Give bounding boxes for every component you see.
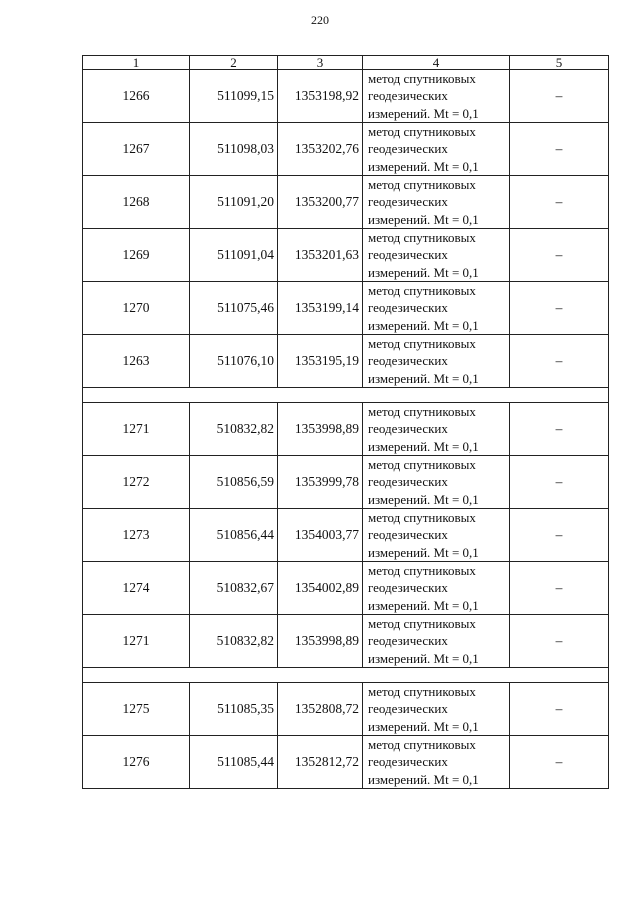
method-cell: [363, 456, 510, 509]
note-cell: –: [510, 736, 609, 789]
y-coordinate-cell: 1353998,89: [278, 615, 363, 668]
method-line: измерений. Mt = 0,1: [368, 211, 479, 227]
method-cell: [363, 282, 510, 335]
note-cell: –: [510, 70, 609, 123]
point-number-cell: 1271: [83, 403, 190, 456]
method-cell: [363, 403, 510, 456]
method-line: измерений. Mt = 0,1: [368, 650, 479, 666]
method-line: измерений. Mt = 0,1: [368, 438, 479, 454]
method-cell: [363, 736, 510, 789]
method-line: метод спутниковых: [368, 457, 476, 473]
point-number-cell: 1270: [83, 282, 190, 335]
table-row: [83, 456, 609, 509]
method-line: метод спутниковых: [368, 230, 476, 246]
method-cell: [363, 335, 510, 388]
point-number-cell: 1266: [83, 70, 190, 123]
method-line: метод спутниковых: [368, 336, 476, 352]
table-row: [83, 123, 609, 176]
note-cell: –: [510, 456, 609, 509]
note-cell: –: [510, 683, 609, 736]
method-line: метод спутниковых: [368, 124, 476, 140]
separator-cell: [83, 388, 609, 403]
point-number-cell: 1272: [83, 456, 190, 509]
method-line: геодезических: [368, 527, 448, 543]
x-coordinate-cell: 511099,15: [190, 70, 278, 123]
note-cell: –: [510, 229, 609, 282]
method-cell: [363, 509, 510, 562]
point-number-cell: 1269: [83, 229, 190, 282]
method-cell: [363, 562, 510, 615]
method-line: геодезических: [368, 580, 448, 596]
y-coordinate-cell: 1353199,14: [278, 282, 363, 335]
x-coordinate-cell: 510832,82: [190, 615, 278, 668]
method-cell: [363, 683, 510, 736]
method-cell: [363, 70, 510, 123]
method-line: метод спутниковых: [368, 684, 476, 700]
method-line: геодезических: [368, 300, 448, 316]
x-coordinate-cell: 511098,03: [190, 123, 278, 176]
y-coordinate-cell: 1352808,72: [278, 683, 363, 736]
x-coordinate-cell: 511076,10: [190, 335, 278, 388]
method-line: геодезических: [368, 474, 448, 490]
table-row: [83, 615, 609, 668]
y-coordinate-cell: 1354002,89: [278, 562, 363, 615]
separator-cell: [83, 668, 609, 683]
table-row: [83, 562, 609, 615]
table-row: [83, 509, 609, 562]
note-cell: –: [510, 615, 609, 668]
table-row: [83, 282, 609, 335]
method-line: метод спутниковых: [368, 563, 476, 579]
table-row: [83, 176, 609, 229]
method-line: геодезических: [368, 353, 448, 369]
method-line: геодезических: [368, 421, 448, 437]
x-coordinate-cell: 510856,44: [190, 509, 278, 562]
note-cell: –: [510, 403, 609, 456]
method-line: измерений. Mt = 0,1: [368, 544, 479, 560]
method-line: измерений. Mt = 0,1: [368, 105, 479, 121]
method-line: метод спутниковых: [368, 616, 476, 632]
method-line: метод спутниковых: [368, 510, 476, 526]
point-number-cell: 1273: [83, 509, 190, 562]
note-cell: –: [510, 123, 609, 176]
note-cell: –: [510, 335, 609, 388]
method-line: геодезических: [368, 754, 448, 770]
point-number-cell: 1275: [83, 683, 190, 736]
column-header: 1: [83, 56, 190, 70]
y-coordinate-cell: 1353198,92: [278, 70, 363, 123]
y-coordinate-cell: 1353998,89: [278, 403, 363, 456]
point-number-cell: 1263: [83, 335, 190, 388]
y-coordinate-cell: 1352812,72: [278, 736, 363, 789]
column-header: 2: [190, 56, 278, 70]
method-line: метод спутниковых: [368, 737, 476, 753]
y-coordinate-cell: 1353201,63: [278, 229, 363, 282]
y-coordinate-cell: 1353200,77: [278, 176, 363, 229]
x-coordinate-cell: 510856,59: [190, 456, 278, 509]
method-line: геодезических: [368, 141, 448, 157]
table-row: [83, 335, 609, 388]
note-cell: –: [510, 282, 609, 335]
point-number-cell: 1271: [83, 615, 190, 668]
page-number: 220: [311, 13, 329, 27]
separator-row: [83, 388, 609, 403]
x-coordinate-cell: 511085,44: [190, 736, 278, 789]
point-number-cell: 1276: [83, 736, 190, 789]
table-row: [83, 736, 609, 789]
method-line: метод спутниковых: [368, 177, 476, 193]
method-cell: [363, 176, 510, 229]
point-number-cell: 1268: [83, 176, 190, 229]
method-cell: [363, 123, 510, 176]
method-line: геодезических: [368, 88, 448, 104]
x-coordinate-cell: 510832,67: [190, 562, 278, 615]
method-cell: [363, 229, 510, 282]
method-line: измерений. Mt = 0,1: [368, 264, 479, 280]
method-line: измерений. Mt = 0,1: [368, 317, 479, 333]
y-coordinate-cell: 1353999,78: [278, 456, 363, 509]
method-line: геодезических: [368, 701, 448, 717]
method-line: измерений. Mt = 0,1: [368, 771, 479, 787]
coordinates-table: [82, 55, 609, 789]
x-coordinate-cell: 511091,20: [190, 176, 278, 229]
table-body: [83, 56, 609, 789]
y-coordinate-cell: 1354003,77: [278, 509, 363, 562]
x-coordinate-cell: 511085,35: [190, 683, 278, 736]
method-line: измерений. Mt = 0,1: [368, 491, 479, 507]
method-cell: [363, 615, 510, 668]
table-row: [83, 229, 609, 282]
note-cell: –: [510, 509, 609, 562]
separator-row: [83, 668, 609, 683]
table-row: [83, 70, 609, 123]
x-coordinate-cell: 511091,04: [190, 229, 278, 282]
method-line: метод спутниковых: [368, 71, 476, 87]
column-header: 4: [363, 56, 510, 70]
method-line: измерений. Mt = 0,1: [368, 718, 479, 734]
column-header: 3: [278, 56, 363, 70]
method-line: геодезических: [368, 247, 448, 263]
column-header: 5: [510, 56, 609, 70]
method-line: метод спутниковых: [368, 404, 476, 420]
x-coordinate-cell: 510832,82: [190, 403, 278, 456]
y-coordinate-cell: 1353202,76: [278, 123, 363, 176]
note-cell: –: [510, 562, 609, 615]
table-row: [83, 683, 609, 736]
point-number-cell: 1267: [83, 123, 190, 176]
method-line: геодезических: [368, 194, 448, 210]
header-row: [83, 56, 609, 70]
method-line: измерений. Mt = 0,1: [368, 597, 479, 613]
x-coordinate-cell: 511075,46: [190, 282, 278, 335]
method-line: измерений. Mt = 0,1: [368, 158, 479, 174]
y-coordinate-cell: 1353195,19: [278, 335, 363, 388]
point-number-cell: 1274: [83, 562, 190, 615]
table-row: [83, 403, 609, 456]
method-line: измерений. Mt = 0,1: [368, 370, 479, 386]
note-cell: –: [510, 176, 609, 229]
method-line: геодезических: [368, 633, 448, 649]
method-line: метод спутниковых: [368, 283, 476, 299]
